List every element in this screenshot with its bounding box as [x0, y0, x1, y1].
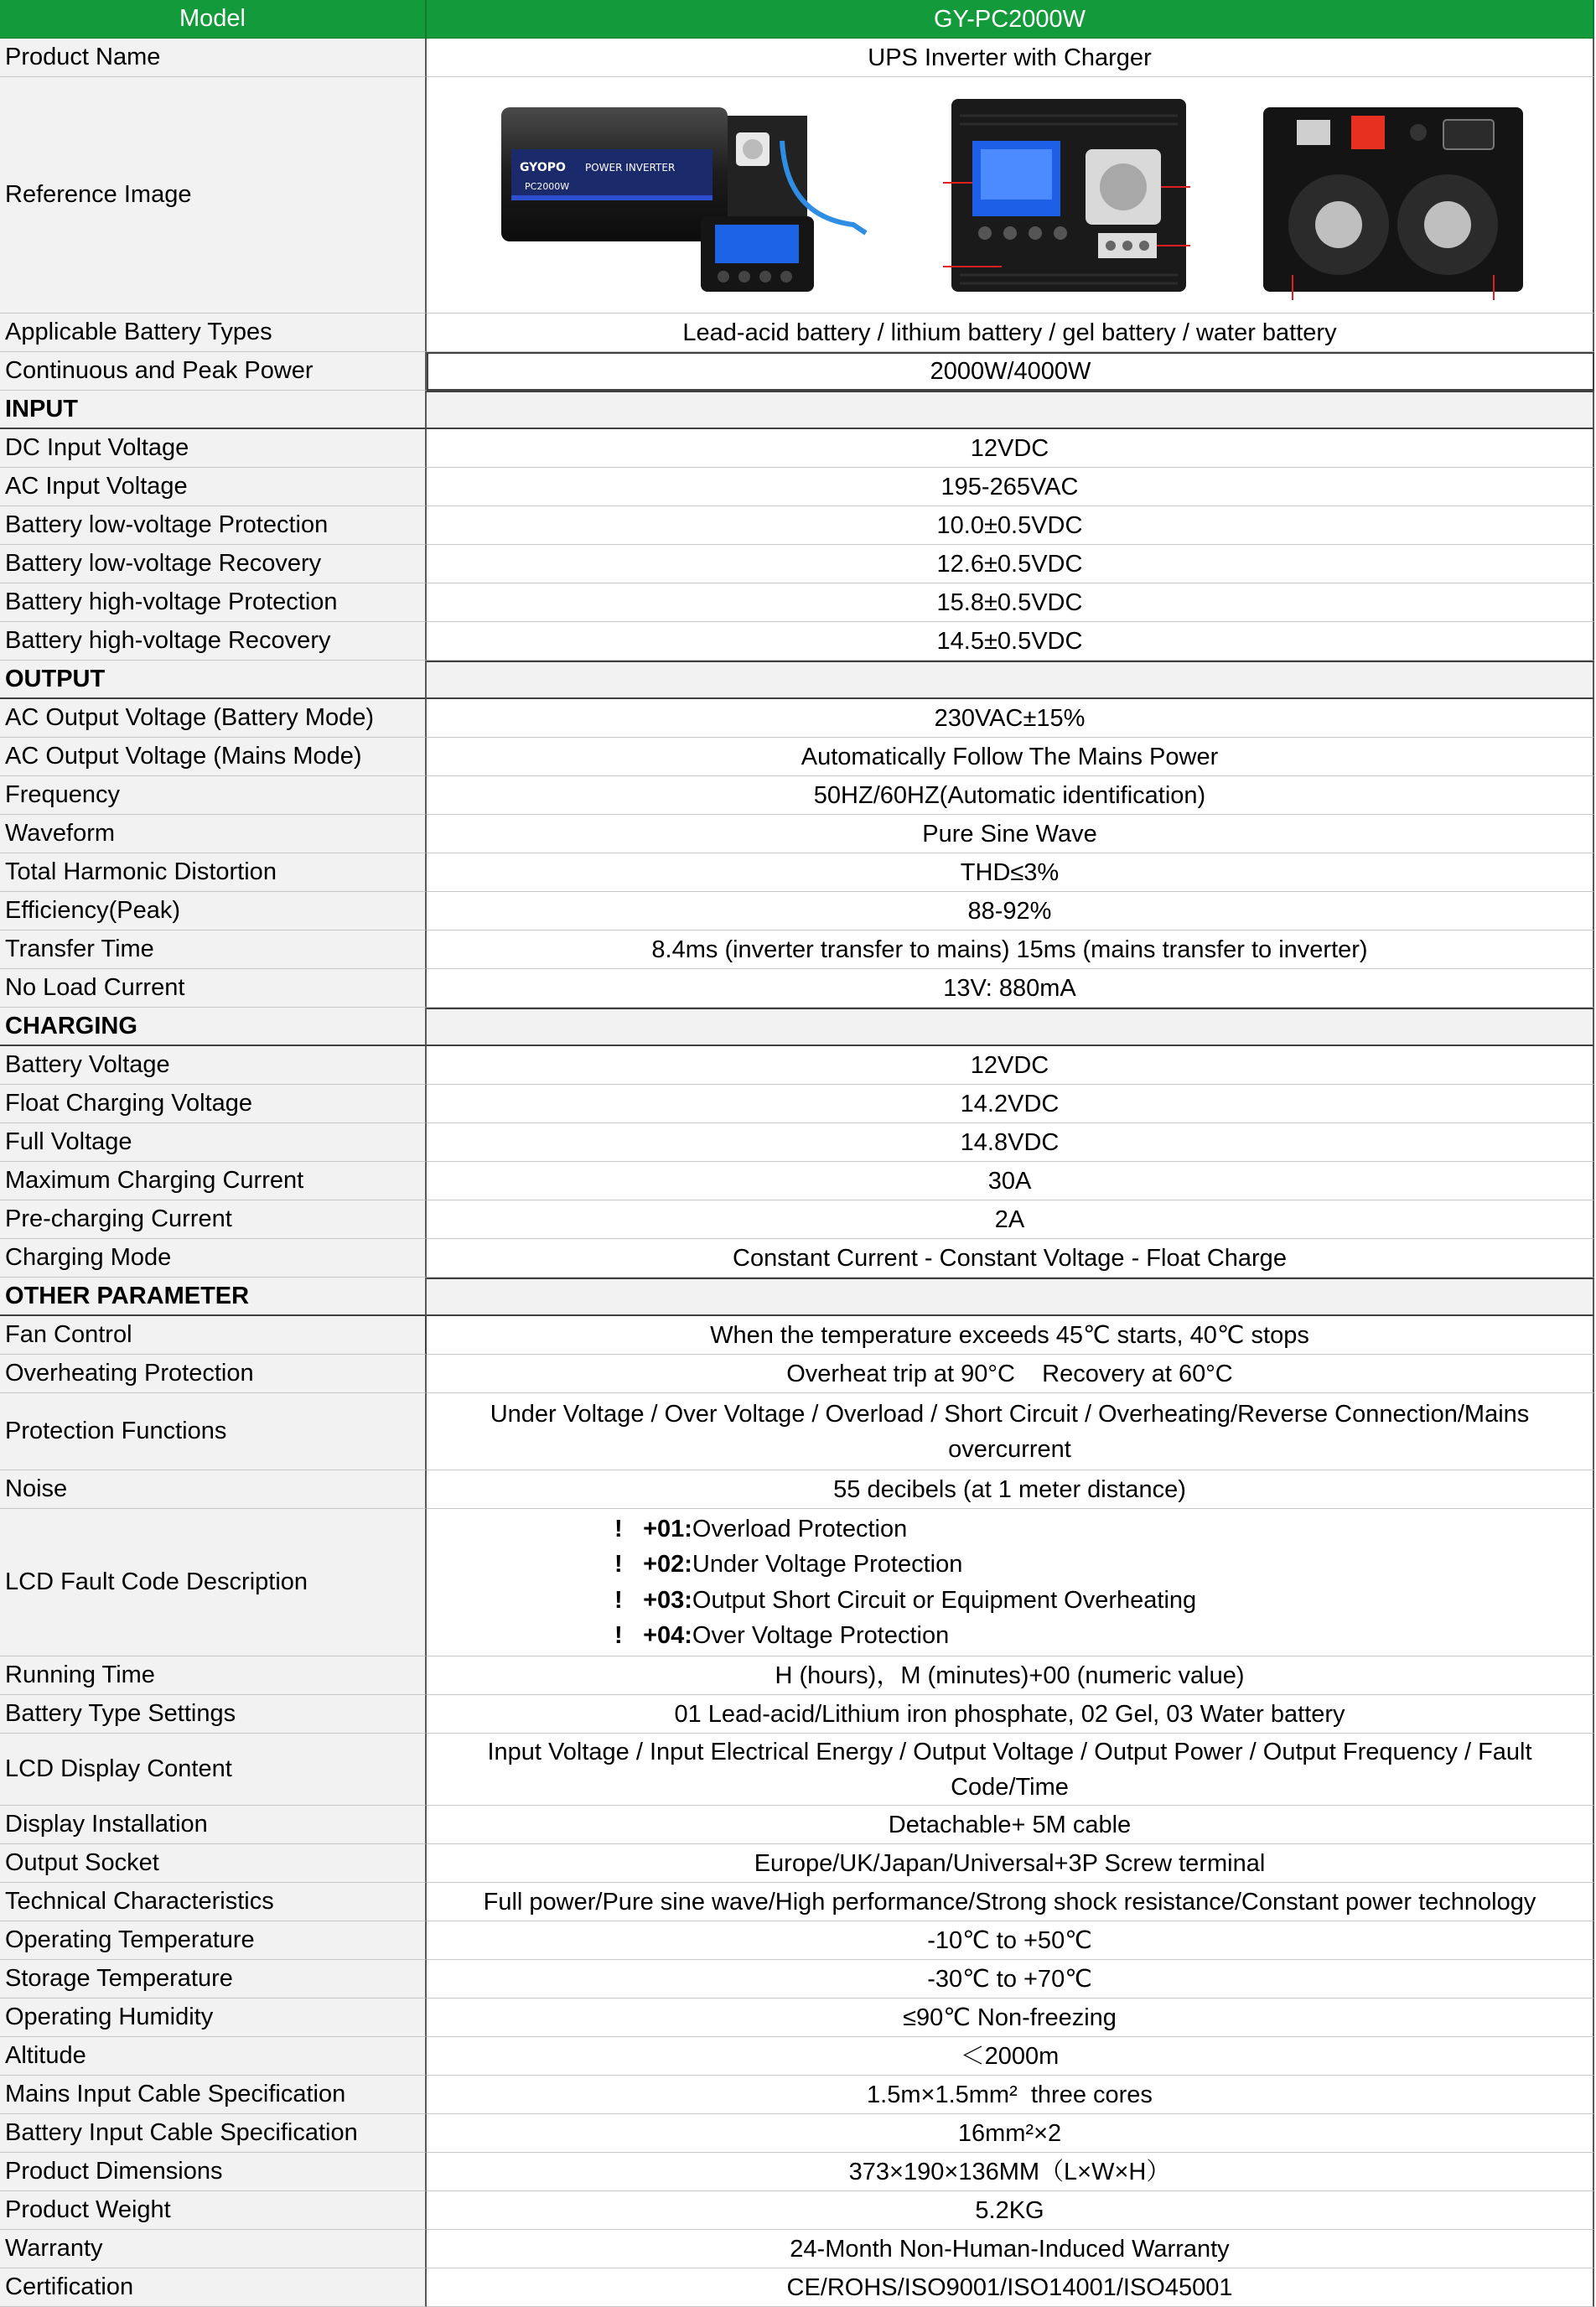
spec-label: Output Socket: [0, 1844, 427, 1883]
reference-image-cell: [427, 77, 1594, 314]
lcd-fault-row: [0, 1509, 1594, 1656]
battery-types-row: [0, 314, 1594, 352]
spec-value: ≤90℃ Non-freezing: [427, 1999, 1594, 2037]
power-label: Continuous and Peak Power: [0, 352, 427, 391]
spec-value: 55 decibels (at 1 meter distance): [427, 1470, 1594, 1509]
spec-value: Detachable+ 5M cable: [427, 1806, 1594, 1844]
spec-row: [0, 1316, 1594, 1355]
spec-row: [0, 1806, 1594, 1844]
spec-label: Battery Input Cable Specification: [0, 2114, 427, 2153]
spec-value: Full power/Pure sine wave/High performance/Strong shock resistance/Constant power technology: [427, 1883, 1594, 1921]
spec-value: Overheat trip at 90°C Recovery at 60°C: [427, 1355, 1594, 1393]
lcd-fault-value: [427, 1509, 1594, 1656]
spec-row: [0, 1960, 1594, 1999]
section-other-title: OTHER PARAMETER: [0, 1278, 427, 1316]
list-item: ! +04:Over Voltage Protection: [614, 1622, 950, 1649]
battery-types-label: Applicable Battery Types: [0, 314, 427, 352]
spec-label: Running Time: [0, 1656, 427, 1695]
spec-value: 195-265VAC: [427, 468, 1594, 506]
list-item: ! +02:Under Voltage Protection: [614, 1551, 963, 1578]
spec-label: Technical Characteristics: [0, 1883, 427, 1921]
spec-row: [0, 2191, 1594, 2230]
reference-image-label: Reference Image: [0, 77, 427, 314]
spec-label: Overheating Protection: [0, 1355, 427, 1393]
spec-label: Product Dimensions: [0, 2153, 427, 2191]
spec-row: [0, 1200, 1594, 1239]
spec-label: DC Input Voltage: [0, 429, 427, 468]
spec-value: 88-92%: [427, 892, 1594, 931]
spec-row: [0, 853, 1594, 892]
product-name-row: [0, 39, 1594, 77]
power-row: [0, 352, 1594, 391]
spec-row: [0, 931, 1594, 969]
spec-value: 14.8VDC: [427, 1123, 1594, 1162]
spec-value: Pure Sine Wave: [427, 815, 1594, 853]
front-model-text: PC2000W: [524, 180, 569, 192]
section-charging: [0, 1008, 1594, 1046]
spec-label: No Load Current: [0, 969, 427, 1008]
spec-label: Efficiency(Peak): [0, 892, 427, 931]
spec-row: [0, 1046, 1594, 1085]
spec-row: [0, 1921, 1594, 1960]
spec-label: Full Voltage: [0, 1123, 427, 1162]
battery-types-value: Lead-acid battery / lithium battery / gel battery / water battery: [427, 314, 1594, 352]
spec-value: 16mm²×2: [427, 2114, 1594, 2153]
spec-label: Operating Temperature: [0, 1921, 427, 1960]
spec-value: Under Voltage / Over Voltage / Overload / Short Circuit / Overheating/Reverse Connection/Mains overcurrent: [427, 1393, 1594, 1470]
spec-value: 230VAC±15%: [427, 699, 1594, 738]
spec-label: Protection Functions: [0, 1393, 427, 1470]
product-name-label: Product Name: [0, 39, 427, 77]
spec-value: 12VDC: [427, 429, 1594, 468]
header-row: [0, 0, 1594, 39]
spec-row: [0, 1085, 1594, 1123]
brand-logo-text: GYOPO: [519, 160, 566, 174]
spec-value: 12.6±0.5VDC: [427, 545, 1594, 583]
spec-row: [0, 1355, 1594, 1393]
spec-label: Transfer Time: [0, 931, 427, 969]
spec-label: Noise: [0, 1470, 427, 1509]
power-value: 2000W/4000W: [427, 352, 1594, 391]
spec-label: LCD Display Content: [0, 1734, 427, 1806]
spec-label: Frequency: [0, 776, 427, 815]
spec-value: -10℃ to +50℃: [427, 1921, 1594, 1960]
spec-value: 50HZ/60HZ(Automatic identification): [427, 776, 1594, 815]
spec-row: [0, 699, 1594, 738]
inverter-front-image: [935, 91, 1203, 300]
spec-label: AC Input Voltage: [0, 468, 427, 506]
spec-row: [0, 2037, 1594, 2076]
spec-row: [0, 545, 1594, 583]
spec-value: 24-Month Non-Human-Induced Warranty: [427, 2230, 1594, 2268]
reference-images: [427, 77, 1593, 313]
spec-value: THD≤3%: [427, 853, 1594, 892]
model-label: Model: [0, 0, 427, 39]
spec-row: [0, 2114, 1594, 2153]
spec-label: Float Charging Voltage: [0, 1085, 427, 1123]
spec-label: Product Weight: [0, 2191, 427, 2230]
fault-code-list: [427, 1511, 1593, 1654]
section-input-title: INPUT: [0, 391, 427, 429]
spec-label: Battery low-voltage Recovery: [0, 545, 427, 583]
spec-row: [0, 2230, 1594, 2268]
spec-value: 2A: [427, 1200, 1594, 1239]
spec-value: 8.4ms (inverter transfer to mains) 15ms (mains transfer to inverter): [427, 931, 1594, 969]
spec-value: 14.5±0.5VDC: [427, 622, 1594, 661]
spec-row: [0, 429, 1594, 468]
spec-label: Fan Control: [0, 1316, 427, 1355]
spec-row: [0, 1695, 1594, 1734]
spec-value: -30℃ to +70℃: [427, 1960, 1594, 1999]
section-output-title: OUTPUT: [0, 661, 427, 699]
inverter-back-image: [1251, 91, 1536, 300]
spec-label: AC Output Voltage (Mains Mode): [0, 738, 427, 776]
spec-value: 10.0±0.5VDC: [427, 506, 1594, 545]
spec-value: Automatically Follow The Mains Power: [427, 738, 1594, 776]
section-input-spacer: [427, 391, 1594, 429]
spec-value: 12VDC: [427, 1046, 1594, 1085]
spec-label: Battery Voltage: [0, 1046, 427, 1085]
section-other: [0, 1278, 1594, 1316]
spec-row: [0, 1239, 1594, 1278]
spec-row: [0, 1883, 1594, 1921]
spec-value: 13V: 880mA: [427, 969, 1594, 1008]
spec-value: Europe/UK/Japan/Universal+3P Screw terminal: [427, 1844, 1594, 1883]
spec-row: [0, 506, 1594, 545]
lcd-fault-label: LCD Fault Code Description: [0, 1509, 427, 1656]
spec-value: 14.2VDC: [427, 1085, 1594, 1123]
spec-label: Mains Input Cable Specification: [0, 2076, 427, 2114]
spec-label: Charging Mode: [0, 1239, 427, 1278]
spec-value: 15.8±0.5VDC: [427, 583, 1594, 622]
spec-label: Display Installation: [0, 1806, 427, 1844]
spec-label: Total Harmonic Distortion: [0, 853, 427, 892]
spec-label: Operating Humidity: [0, 1999, 427, 2037]
spec-value: H (hours)，M (minutes)+00 (numeric value): [427, 1656, 1594, 1695]
spec-value: 373×190×136MM（L×W×H）: [427, 2153, 1594, 2191]
spec-row: [0, 2268, 1594, 2307]
spec-label: Battery high-voltage Protection: [0, 583, 427, 622]
spec-row: [0, 1162, 1594, 1200]
section-input: [0, 391, 1594, 429]
spec-row: [0, 1470, 1594, 1509]
reference-image-row: [0, 77, 1594, 314]
spec-value: Constant Current - Constant Voltage - Float Charge: [427, 1239, 1594, 1278]
section-other-spacer: [427, 1278, 1594, 1316]
spec-row: [0, 892, 1594, 931]
spec-row: [0, 583, 1594, 622]
spec-row: [0, 969, 1594, 1008]
spec-row: [0, 1844, 1594, 1883]
section-charging-spacer: [427, 1008, 1594, 1046]
spec-row: [0, 1999, 1594, 2037]
spec-label: Battery Type Settings: [0, 1695, 427, 1734]
model-value: GY-PC2000W: [427, 0, 1594, 39]
spec-row: [0, 738, 1594, 776]
spec-row: [0, 1393, 1594, 1470]
spec-value: Input Voltage / Input Electrical Energy / Output Voltage / Output Power / Output Frequency / Fault Code/Time: [427, 1734, 1594, 1806]
section-charging-title: CHARGING: [0, 1008, 427, 1046]
spec-label: Maximum Charging Current: [0, 1162, 427, 1200]
section-output: [0, 661, 1594, 699]
spec-value: 5.2KG: [427, 2191, 1594, 2230]
list-item: ! +03:Output Short Circuit or Equipment Overheating: [614, 1586, 1197, 1614]
spec-value: 30A: [427, 1162, 1594, 1200]
spec-row: [0, 2153, 1594, 2191]
spec-row: [0, 2076, 1594, 2114]
spec-value: 1.5m×1.5mm² three cores: [427, 2076, 1594, 2114]
spec-row: [0, 1734, 1594, 1806]
spec-label: Battery high-voltage Recovery: [0, 622, 427, 661]
spec-value: 01 Lead-acid/Lithium iron phosphate, 02 Gel, 03 Water battery: [427, 1695, 1594, 1734]
spec-label: Certification: [0, 2268, 427, 2307]
spec-row: [0, 1656, 1594, 1695]
spec-label: Warranty: [0, 2230, 427, 2268]
front-text: POWER INVERTER: [584, 161, 675, 174]
inverter-side-image: [484, 91, 887, 300]
spec-row: [0, 622, 1594, 661]
spec-label: Battery low-voltage Protection: [0, 506, 427, 545]
spec-row: [0, 1123, 1594, 1162]
spec-row: [0, 468, 1594, 506]
section-output-spacer: [427, 661, 1594, 699]
spec-value: CE/ROHS/ISO9001/ISO14001/ISO45001: [427, 2268, 1594, 2307]
spec-label: Storage Temperature: [0, 1960, 427, 1999]
spec-row: [0, 815, 1594, 853]
spec-label: Waveform: [0, 815, 427, 853]
spec-label: AC Output Voltage (Battery Mode): [0, 699, 427, 738]
spec-row: [0, 776, 1594, 815]
spec-label: Pre-charging Current: [0, 1200, 427, 1239]
spec-value: ＜2000m: [427, 2037, 1594, 2076]
product-name-value: UPS Inverter with Charger: [427, 39, 1594, 77]
list-item: ! +01:Overload Protection: [614, 1515, 908, 1542]
spec-value: When the temperature exceeds 45℃ starts, 40℃ stops: [427, 1316, 1594, 1355]
spec-label: Altitude: [0, 2037, 427, 2076]
